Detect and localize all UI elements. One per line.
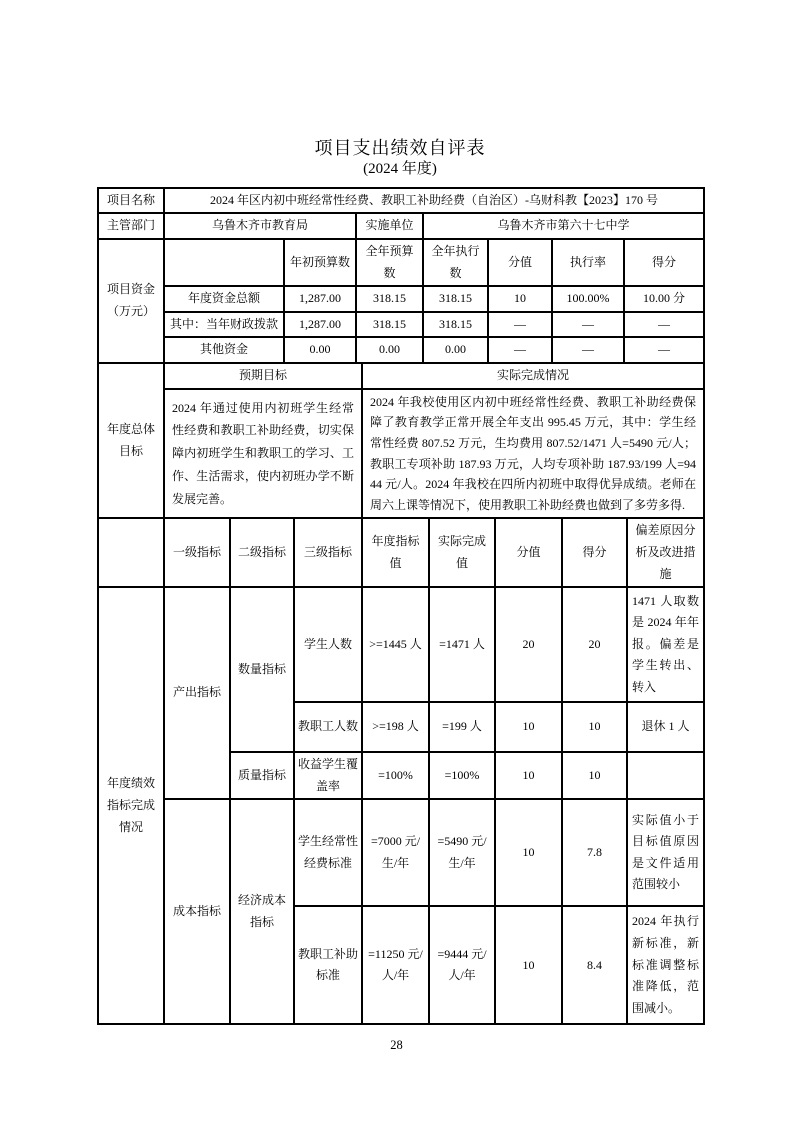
table-row xyxy=(98,312,704,338)
indicator-deviation: 1471 人取数是 2024 年年报。偏差是学生转出、转入 xyxy=(627,587,704,702)
indicator-score: 7.8 xyxy=(562,799,627,906)
expected-goal-text: 2024 年通过使用内初班学生经常性经费和教职工补助经费，切实保障内初班学生和教职工的学习、工作、生活需求，使内初班办学不断发展完善。 xyxy=(164,389,362,519)
expected-goal-header: 预期目标 xyxy=(164,363,362,389)
funds-cell: — xyxy=(624,312,704,338)
indicator-score-weight: 20 xyxy=(495,587,562,702)
project-info-table xyxy=(97,187,705,240)
indicator-actual-value: =199 人 xyxy=(429,702,495,752)
funds-col-initial-budget: 年初预算数 xyxy=(284,239,356,286)
indicators-table xyxy=(97,517,705,1025)
project-name-label: 项目名称 xyxy=(98,188,164,214)
funds-col-annual-budget: 全年预算数 xyxy=(356,239,423,286)
actual-result-text: 2024 年我校使用区内初中班经常性经费、教职工补助经费保障了教育教学正常开展全年支出 995.45 万元，其中：学生经常性经费 807.52 万元，生均费用 807.52/1471 人=5490 元/人；教职工专项补助 187.93 万元，人均专项补助 187.93/199 人=9444 元/人。2024 年我校在四所内初班中取得优异成绩。老师在周六上课等情况下，使用教职工补助经费也做到了多劳多得. xyxy=(362,389,704,519)
indicator-header-level1: 一级指标 xyxy=(164,518,230,587)
department-label: 主管部门 xyxy=(98,213,164,239)
indicator-name: 教职工人数 xyxy=(294,702,362,752)
funds-table xyxy=(97,238,705,364)
indicator-score: 20 xyxy=(562,587,627,702)
indicator-actual-value: =9444 元/人/年 xyxy=(429,906,495,1024)
page-title: 项目支出绩效自评表 xyxy=(314,138,486,158)
table-row xyxy=(98,213,704,239)
indicator-actual-value: =100% xyxy=(429,752,495,799)
indicators-section-label: 年度绩效指标完成情况 xyxy=(98,587,164,1024)
funds-cell: — xyxy=(624,337,704,363)
indicator-score-weight: 10 xyxy=(495,906,562,1024)
table-row xyxy=(98,239,704,286)
table-row xyxy=(98,799,704,906)
indicator-header-score: 得分 xyxy=(562,518,627,587)
funds-cell: 1,287.00 xyxy=(284,312,356,338)
indicator-actual-value: =1471 人 xyxy=(429,587,495,702)
funds-row-label: 其他资金 xyxy=(164,337,284,363)
document-content xyxy=(97,137,703,1025)
funds-col-execution-rate: 执行率 xyxy=(552,239,624,286)
page-number: 28 xyxy=(390,1038,403,1052)
table-row xyxy=(98,363,704,389)
level2-quality-indicator: 质量指标 xyxy=(230,752,294,799)
annual-goal-table xyxy=(97,362,705,519)
table-row xyxy=(98,286,704,312)
funds-cell: — xyxy=(488,312,552,338)
funds-cell: 0.00 xyxy=(423,337,488,363)
indicator-target-value: =11250 元/人/年 xyxy=(362,906,429,1024)
funds-cell: 10.00 分 xyxy=(624,286,704,312)
funds-cell: — xyxy=(488,337,552,363)
indicator-header-score-value: 分值 xyxy=(495,518,562,587)
table-row xyxy=(98,337,704,363)
funds-cell: — xyxy=(552,312,624,338)
indicator-header-level3: 三级指标 xyxy=(294,518,362,587)
funds-cell: 318.15 xyxy=(356,286,423,312)
empty-cell xyxy=(164,239,284,286)
indicator-target-value: >=198 人 xyxy=(362,702,429,752)
project-name-value: 2024 年区内初中班经常性经费、教职工补助经费（自治区）-乌财科教【2023】170 号 xyxy=(164,188,704,214)
indicator-score-weight: 10 xyxy=(495,752,562,799)
funds-col-annual-execution: 全年执行数 xyxy=(423,239,488,286)
indicator-score: 10 xyxy=(562,752,627,799)
level1-cost-indicator: 成本指标 xyxy=(164,799,230,1024)
funds-col-score: 得分 xyxy=(624,239,704,286)
page-subtitle: (2024 年度) xyxy=(363,161,437,178)
funds-cell: 318.15 xyxy=(423,312,488,338)
indicator-target-value: =7000 元/生/年 xyxy=(362,799,429,906)
indicator-header-level2: 二级指标 xyxy=(230,518,294,587)
indicator-target-value: =100% xyxy=(362,752,429,799)
table-row xyxy=(98,518,704,587)
funds-cell: 100.00% xyxy=(552,286,624,312)
indicator-deviation xyxy=(627,752,704,799)
table-row xyxy=(98,389,704,519)
indicator-score: 8.4 xyxy=(562,906,627,1024)
level1-output-indicator: 产出指标 xyxy=(164,587,230,799)
indicator-actual-value: =5490 元/生/年 xyxy=(429,799,495,906)
level2-economic-cost-indicator: 经济成本指标 xyxy=(230,799,294,1024)
funds-cell: 318.15 xyxy=(423,286,488,312)
indicator-score: 10 xyxy=(562,702,627,752)
indicator-header-deviation: 偏差原因分析及改进措施 xyxy=(627,518,704,587)
funds-cell: 1,287.00 xyxy=(284,286,356,312)
indicator-header-target: 年度指标值 xyxy=(362,518,429,587)
department-value: 乌鲁木齐市教育局 xyxy=(164,213,356,239)
indicator-deviation: 2024 年执行新标准，新标准调整标准降低，范围减小。 xyxy=(627,906,704,1024)
funds-row-label: 年度资金总额 xyxy=(164,286,284,312)
table-row xyxy=(98,587,704,702)
funds-row-label: 其中：当年财政拨款 xyxy=(164,312,284,338)
indicator-name: 学生经常性经费标准 xyxy=(294,799,362,906)
level2-quantity-indicator: 数量指标 xyxy=(230,587,294,752)
goal-section-label: 年度总体目标 xyxy=(98,363,164,518)
implement-unit-value: 乌鲁木齐市第六十七中学 xyxy=(423,213,704,239)
actual-result-header: 实际完成情况 xyxy=(362,363,704,389)
indicator-target-value: >=1445 人 xyxy=(362,587,429,702)
indicator-name: 教职工补助标准 xyxy=(294,906,362,1024)
funds-cell: 318.15 xyxy=(356,312,423,338)
funds-cell: 0.00 xyxy=(356,337,423,363)
indicator-name: 学生人数 xyxy=(294,587,362,702)
funds-cell: 0.00 xyxy=(284,337,356,363)
indicator-score-weight: 10 xyxy=(495,799,562,906)
indicator-score-weight: 10 xyxy=(495,702,562,752)
indicator-header-actual: 实际完成值 xyxy=(429,518,495,587)
implement-unit-label: 实施单位 xyxy=(356,213,423,239)
indicator-name: 收益学生覆盖率 xyxy=(294,752,362,799)
indicator-deviation: 退休 1 人 xyxy=(627,702,704,752)
empty-cell xyxy=(98,518,164,587)
table-row xyxy=(98,188,704,214)
funds-col-score-value: 分值 xyxy=(488,239,552,286)
funds-section-label: 项目资金（万元） xyxy=(98,239,164,363)
funds-cell: — xyxy=(552,337,624,363)
funds-cell: 10 xyxy=(488,286,552,312)
indicator-deviation: 实际值小于目标值原因是文件适用范围较小 xyxy=(627,799,704,906)
